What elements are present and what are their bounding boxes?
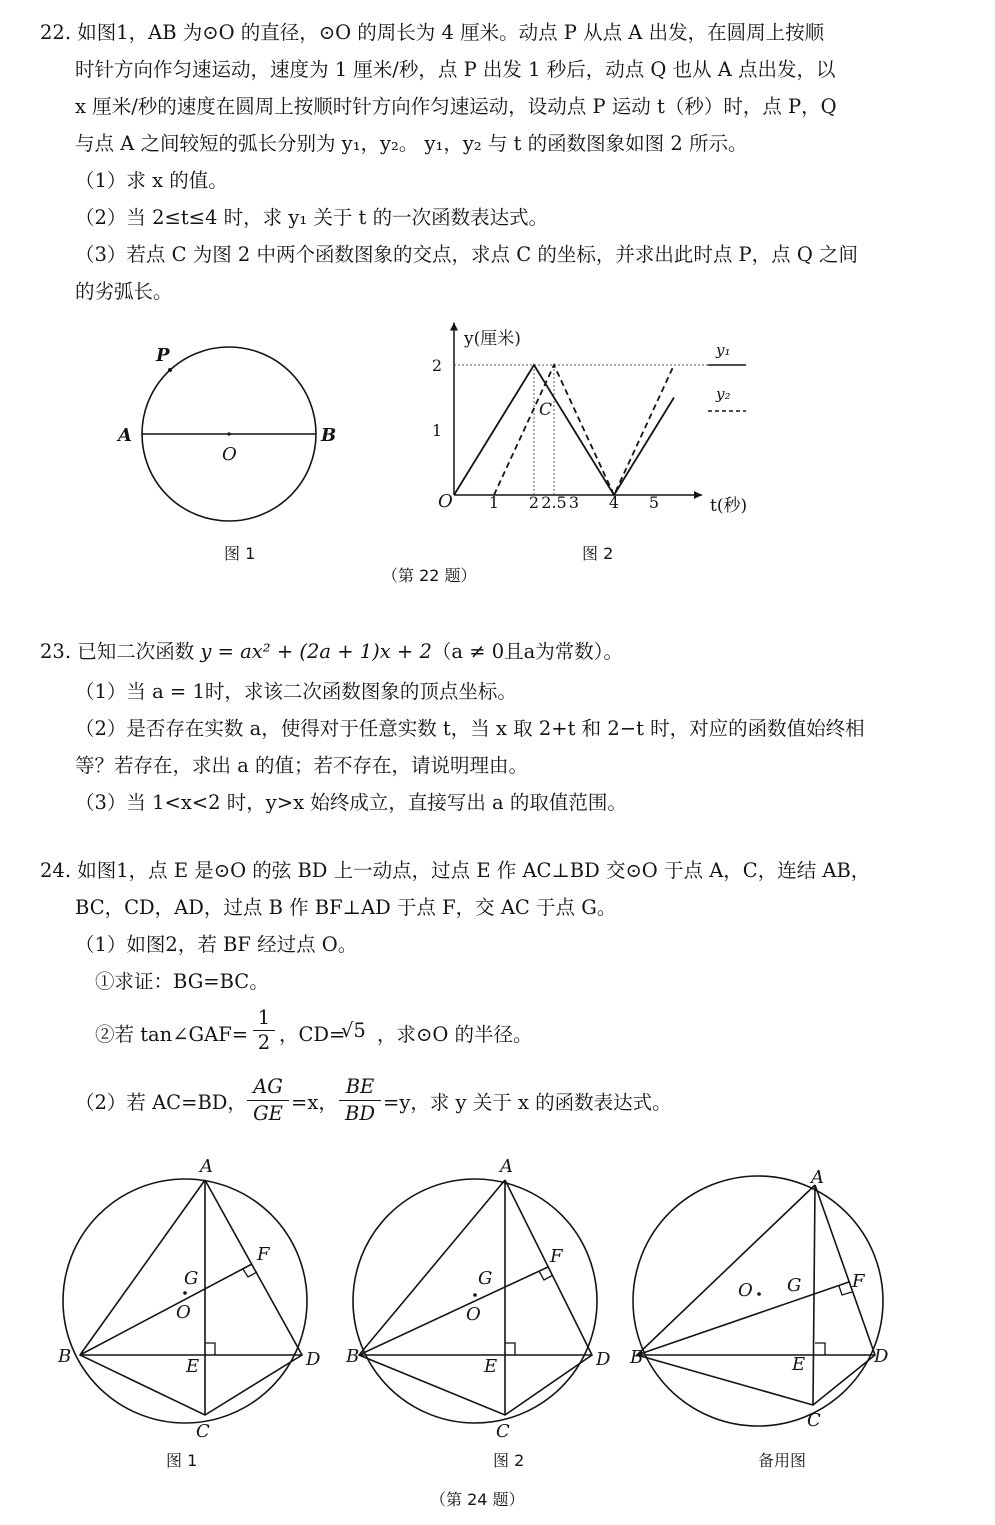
center-o bbox=[757, 1292, 761, 1296]
q24-p2-prefix: ②若 tan∠GAF= bbox=[95, 1023, 249, 1046]
label-a: A bbox=[118, 425, 132, 446]
label-e: E bbox=[186, 1356, 200, 1377]
q23-suffix: （a ≠ 0且a为常数）。 bbox=[431, 640, 624, 663]
q23-line: 等？若存在，求出 a 的值；若不存在，请说明理由。 bbox=[75, 754, 529, 777]
label-a: A bbox=[500, 1156, 513, 1177]
label-g: G bbox=[478, 1268, 493, 1289]
q24-p3-frac1-num: AG bbox=[253, 1075, 283, 1098]
center-o bbox=[227, 432, 230, 435]
q24-spare-caption: 备用图 bbox=[758, 1451, 807, 1470]
x-tick-label: 5 bbox=[648, 493, 660, 512]
label-d: D bbox=[306, 1349, 321, 1370]
q22-part1: （1）求 x 的值。 bbox=[75, 169, 228, 192]
label-e: E bbox=[484, 1356, 498, 1377]
legend-y1-label: y₁ bbox=[716, 341, 731, 359]
q24-p3-frac2-den: BD bbox=[345, 1102, 375, 1125]
q22-figure-1 bbox=[110, 335, 350, 535]
label-b: B bbox=[321, 425, 337, 446]
right-angle-e bbox=[505, 1343, 515, 1355]
quadrilateral-abcd bbox=[359, 1180, 592, 1415]
q22-caption: （第 22 题） bbox=[382, 566, 477, 585]
q22-line: 的劣弧长。 bbox=[75, 280, 173, 303]
q22-line: 22. 如图1，AB 为⊙O 的直径，⊙O 的周长为 4 厘米。动点 P 从点 A 出发，在圆周上按顺 bbox=[40, 21, 825, 44]
q24-fig1-caption: 图 1 bbox=[166, 1451, 198, 1470]
q24-line: BC，CD，AD，过点 B 作 BF⊥AD 于点 F，交 AC 于点 G。 bbox=[75, 896, 617, 919]
q24-fig2-caption: 图 2 bbox=[493, 1451, 525, 1470]
q23-formula: y = ax² + (2a + 1)x + 2 bbox=[200, 640, 432, 663]
label-c: C bbox=[807, 1410, 821, 1431]
x-axis-arrow bbox=[694, 491, 702, 499]
point-c-label: C bbox=[539, 400, 553, 420]
center-o bbox=[183, 1291, 187, 1295]
q22-part2: （2）当 2≤t≤4 时，求 y₁ 关于 t 的一次函数表达式。 bbox=[75, 206, 549, 229]
q24-p3-frac2-num: BE bbox=[345, 1075, 375, 1098]
segment-bf bbox=[80, 1264, 252, 1355]
q22-fig2-caption: 图 2 bbox=[582, 544, 614, 563]
legend-y2-label: y₂ bbox=[716, 385, 731, 403]
right-angle-e bbox=[815, 1343, 825, 1355]
label-f: F bbox=[257, 1244, 270, 1265]
q23-part2: （2）是否存在实数 a，使得对于任意实数 t，当 x 取 2+t 和 2−t 时，对应的函数值始终相 bbox=[75, 717, 865, 740]
x-tick-label: 3 bbox=[568, 493, 580, 512]
q23-part3: （3）当 1<x<2 时，y>x 始终成立，直接写出 a 的取值范围。 bbox=[75, 791, 627, 814]
q22-part3: （3）若点 C 为图 2 中两个函数图象的交点，求点 C 的坐标，并求出此时点 P，点 Q 之间 bbox=[75, 243, 859, 266]
legend bbox=[708, 341, 746, 411]
x-tick-label: 2 bbox=[528, 493, 540, 512]
label-g: G bbox=[787, 1275, 802, 1296]
point-p bbox=[168, 368, 172, 372]
right-angle-e bbox=[205, 1343, 215, 1355]
label-o: O bbox=[176, 1302, 191, 1323]
y-tick-label: 2 bbox=[431, 356, 442, 375]
y-axis-arrow bbox=[450, 323, 458, 331]
q23-part1: （1）当 a = 1时，求该二次函数图象的顶点坐标。 bbox=[75, 680, 517, 703]
q24-p2-mid: ，CD= bbox=[279, 1023, 346, 1046]
q23-prefix: 23. 已知二次函数 bbox=[40, 640, 201, 663]
q24-p2-frac-den: 2 bbox=[257, 1031, 271, 1054]
q24-p2-fraction bbox=[253, 1006, 275, 1055]
circle-o bbox=[63, 1179, 307, 1423]
label-c: C bbox=[496, 1421, 510, 1442]
quadrilateral-abcd bbox=[80, 1180, 302, 1415]
q24-p3-frac2 bbox=[339, 1074, 381, 1127]
q24-stem: 24. 如图1，点 E 是⊙O 的弦 BD 上一动点，过点 E 作 AC⊥BD 交⊙O 于点 A，C，连结 AB， bbox=[40, 859, 871, 882]
q23-stem bbox=[40, 637, 995, 667]
q24-p3-prefix: （2）若 AC=BD， bbox=[75, 1091, 247, 1114]
q24-p2-frac-num: 1 bbox=[257, 1006, 271, 1029]
circle-o bbox=[633, 1176, 883, 1426]
label-a: A bbox=[811, 1167, 824, 1188]
label-e: E bbox=[792, 1354, 806, 1375]
label-d: D bbox=[596, 1349, 611, 1370]
label-o: O bbox=[466, 1304, 481, 1325]
q24-part1-1: ①求证：BG=BC。 bbox=[95, 970, 269, 993]
label-a: A bbox=[200, 1156, 213, 1177]
label-g: G bbox=[184, 1268, 199, 1289]
q22-line: 时针方向作匀速运动，速度为 1 厘米/秒，点 P 出发 1 秒后，动点 Q 也从 A 点出发，以 bbox=[75, 58, 836, 81]
q24-caption: （第 24 题） bbox=[430, 1490, 525, 1509]
x-tick-label: 4 bbox=[608, 493, 620, 512]
x-axis-label: t(秒) bbox=[710, 496, 748, 516]
segment-bf bbox=[359, 1267, 548, 1355]
origin-label: O bbox=[438, 491, 453, 512]
label-f: F bbox=[550, 1246, 563, 1267]
q22-figure-2-chart bbox=[420, 320, 760, 530]
q22-line: 与点 A 之间较短的弧长分别为 y₁，y₂。 y₁，y₂ 与 t 的函数图象如图 2 所示。 bbox=[75, 132, 748, 155]
q24-figure-2 bbox=[340, 1150, 620, 1440]
label-f: F bbox=[852, 1271, 865, 1292]
center-o bbox=[473, 1293, 477, 1297]
x-tick-label: 1 bbox=[488, 493, 500, 512]
label-c: C bbox=[196, 1421, 210, 1442]
q24-part1: （1）如图2，若 BF 经过点 O。 bbox=[75, 933, 358, 956]
q24-p3-mid: =x， bbox=[291, 1091, 338, 1114]
label-d: D bbox=[874, 1346, 889, 1367]
label-b: B bbox=[630, 1347, 644, 1368]
label-o: O bbox=[222, 444, 237, 465]
q24-p3-suffix: =y，求 y 关于 x 的函数表达式。 bbox=[383, 1091, 672, 1114]
right-angle-f bbox=[839, 1286, 852, 1295]
q24-p2-sqrt: √5 bbox=[341, 1019, 366, 1042]
q24-p2-suffix: ，求⊙O 的半径。 bbox=[377, 1023, 533, 1046]
q24-p3-frac1 bbox=[247, 1074, 289, 1127]
q24-figure-1 bbox=[50, 1150, 330, 1440]
x-tick-label: 2.5 bbox=[541, 493, 567, 512]
label-b: B bbox=[58, 1346, 72, 1367]
q22-fig1-caption: 图 1 bbox=[224, 544, 256, 563]
y-tick-label: 1 bbox=[431, 421, 442, 440]
label-o: O bbox=[738, 1280, 753, 1301]
series-line-y1 bbox=[454, 365, 674, 495]
y-axis-label: y(厘米) bbox=[464, 329, 521, 349]
quadrilateral-abcd bbox=[637, 1185, 875, 1405]
label-b: B bbox=[346, 1346, 360, 1367]
q24-figure-spare bbox=[625, 1150, 905, 1440]
q22-line: x 厘米/秒的速度在圆周上按顺时针方向作匀速运动，设动点 P 运动 t（秒）时，点 P，Q bbox=[75, 95, 837, 118]
label-p: P bbox=[156, 345, 170, 366]
q24-p3-frac1-den: GE bbox=[253, 1102, 283, 1125]
